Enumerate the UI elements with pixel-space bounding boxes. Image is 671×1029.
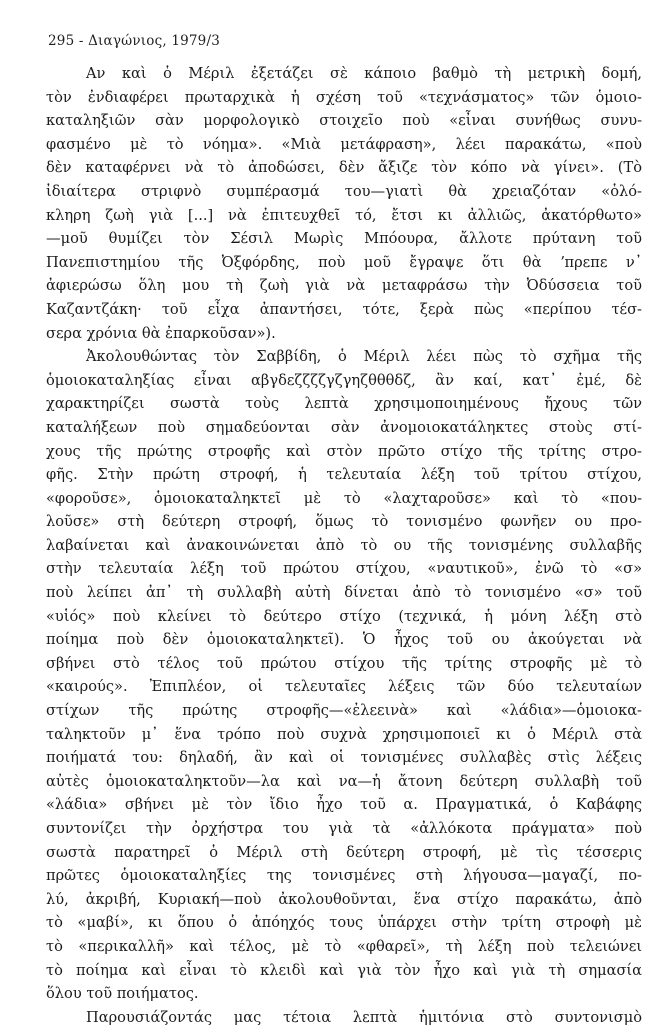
- text-line: «λάδια» σβήνει μὲ τὸν ἴδιο ἦχο τοῦ α. Πραγματικά, ὁ Καβάφης: [46, 796, 642, 814]
- text-line: Καζαντζάκη· τοῦ εἶχα ἀπαντήσει, τότε, ξερὰ πὼς «περίπου τέσ-: [46, 300, 642, 318]
- text-line: Παρουσιάζοντάς μας τέτοια λεπτὰ ἡμιτόνια στὸ συντονισμὸ: [86, 1008, 642, 1026]
- text-line: «υἱός» ποὺ κλείνει τὸ δεύτερο στίχο (τεχνικά, ἡ μόνη λέξη στὸ: [46, 607, 642, 625]
- text-line: ὁμοιοκαταληξίας εἶναι αβγδεζζζζγζγηζθθθδζ, ἂν καί, κατ᾿ ἐμέ, δὲ: [46, 371, 642, 389]
- text-line: «φοροῦσε», ὁμοιοκαταληκτεῖ μὲ τὸ «λαχταροῦσε» καὶ τὸ «που-: [46, 489, 642, 507]
- text-line: λοῦσε» στὴ δεύτερη στροφή, ὅμως τὸ τονισμένο φωνῆεν ου προ-: [46, 513, 642, 531]
- text-line: ποὺ λείπει ἀπ᾿ τὴ συλλαβὴ αὐτὴ δίνεται ἀπὸ τὸ τονισμένο «σ» τοῦ: [46, 584, 642, 602]
- text-line: καταλήξεων ποὺ σημαδεύονται σὰν ἀνομοιοκατάληκτες στοὺς στί-: [46, 418, 642, 436]
- paragraph: [46, 1006, 642, 1029]
- text-line: «καιρούς». Ἐπιπλέον, οἱ τελευταῖες λέξεις τῶν δύο τελευταίων: [46, 678, 642, 696]
- text-line: τὸ «περικαλλῆ» καὶ τέλος, μὲ τὸ «φθαρεῖ», τὴ λέξη ποὺ τελειώνει: [46, 937, 642, 955]
- text-line: —μοῦ θυμίζει τὸν Σέσιλ Μωρὶς Μπόουρα, ἄλλοτε πρύτανη τοῦ: [46, 230, 642, 248]
- running-head: 295 - Διαγώνιος, 1979/3: [48, 33, 221, 49]
- text-line: σωστὰ παρατηρεῖ ὁ Μέριλ στὴ δεύτερη στροφή, μὲ τὶς τέσσερις: [46, 843, 642, 861]
- text-line: Αν καὶ ὁ Μέριλ ἐξετάζει σὲ κάποιο βαθμὸ τὴ μετρικὴ δομή,: [86, 65, 642, 82]
- text-line: ταληκτοῦν μ᾿ ἕνα τρόπο ποὺ συχνὰ χρησιμοποιεῖ κι ὁ Μέριλ στὰ: [46, 725, 642, 743]
- text-line: στὴν τελευταία λέξη τοῦ πρώτου στίχου, «ναυτικοῦ», ἐνῶ τὸ «σ»: [46, 560, 642, 578]
- text-line: στίχων τῆς πρώτης στροφῆς—«ἐλεεινὰ» καὶ «λάδια»—ὁμοιοκα-: [46, 702, 642, 720]
- text-line: σερα χρόνια θὰ ἐπαρκοῦσαν»).: [46, 324, 276, 342]
- text-line: σβήνει στὸ τέλος τοῦ πρώτου στίχου τῆς τρίτης στροφῆς μὲ τὸ: [46, 654, 642, 672]
- text-line: φασμένο μὲ τὸ νόημα». «Μιὰ μετάφραση», λέει παρακάτω, «ποὺ: [46, 135, 642, 153]
- text-line: τὸ ποίημα καὶ εἶναι τὸ κλειδὶ καὶ γιὰ τὸν ἦχο καὶ γιὰ τὴ σημασία: [46, 961, 642, 979]
- text-line: τὸν ἐνδιαφέρει πρωταρχικὰ ἡ σχέση τοῦ «τεχνάσματος» τῶν ὁμοιο-: [46, 88, 642, 106]
- text-line: καταληξιῶν σὰν μορφολογικὸ στοιχεῖο ποὺ «εἶναι συνήθως συνυ-: [46, 112, 642, 130]
- text-line: χους τῆς πρώτης στροφῆς καὶ στὸν πρῶτο στίχο τῆς τρίτης στρο-: [46, 442, 642, 460]
- text-line: ἀφιερώσω ὅλη μου τὴ ζωὴ γιὰ νὰ μεταφράσω τὴν Ὀδύσσεια τοῦ: [46, 277, 642, 295]
- text-line: χαρακτηρίζει σωστὰ τοὺς λεπτὰ χρησιμοποιημένους ἤχους τῶν: [46, 395, 642, 413]
- text-line: τὸ «μαβί», κι ὅπου ὁ ἀπόηχός τους ὑπάρχει στὴν τρίτη στροφὴ μὲ: [46, 914, 642, 932]
- text-line: λύ, ἀκριβή, Κυριακή—ποὺ ἀκολουθοῦνται, ἕνα στίχο παρακάτω, ἀπὸ: [46, 890, 642, 908]
- text-line: δὲν καταφέρνει νὰ τὸ ἀποδώσει, δὲν ἄξιζε τὸν κόπο νὰ γίνει». (Τὸ: [46, 159, 642, 177]
- text-line: λαβαίνεται καὶ ἀνακοινώνεται ἀπὸ τὸ ου τῆς τονισμένης συλλαβῆς: [46, 536, 642, 554]
- paragraph: [46, 345, 642, 1006]
- text-line: ποίημα ποὺ δὲν ὁμοιοκαταληκτεῖ). Ὁ ἦχος τοῦ ου ἀκούγεται νὰ: [46, 631, 642, 649]
- text-line: πρῶτες ὁμοιοκαταληξίες της τονισμένες στὴ λήγουσα—μαγαζί, πο-: [46, 867, 642, 885]
- text-line: ἰδιαίτερα στριφνὸ συμπέρασμά του—γιατὶ θὰ χρειαζόταν «ὁλό-: [46, 182, 642, 200]
- text-line: συντονίζει τὴν ὀρχήστρα του γιὰ τὰ «ἀλλόκοτα πράγματα» ποὺ: [46, 820, 642, 837]
- text-line: ποιήματά του: δηλαδή, ἂν καὶ οἱ τονισμένες συλλαβὲς στὶς λέξεις: [46, 749, 642, 767]
- text-line: αὐτὲς ὁμοιοκαταληκτοῦν—λα καὶ να—ἡ ἄτονη δεύτερη συλλαβὴ τοῦ: [46, 772, 642, 790]
- text-line: κληρη ζωὴ γιὰ [...] νὰ ἐπιτευχθεῖ τό, ἔτσι κι ἀλλιῶς, ἀκατόρθωτο»: [46, 206, 642, 224]
- text-line: Ἀκολουθώντας τὸν Σαββίδη, ὁ Μέριλ λέει πὼς τὸ σχῆμα τῆς: [86, 348, 642, 366]
- text-line: φῆς. Στὴν πρώτη στροφή, ἡ τελευταία λέξη τοῦ τρίτου στίχου,: [46, 466, 642, 484]
- text-line: Πανεπιστημίου τῆς Ὀξφόρδης, ποὺ μοῦ ἔγραψε ὅτι θὰ ʼπρεπε ν᾿: [46, 253, 642, 271]
- paragraph: [46, 62, 642, 345]
- body-text: [46, 62, 642, 1029]
- text-line: ὅλου τοῦ ποιήματος.: [46, 985, 199, 1003]
